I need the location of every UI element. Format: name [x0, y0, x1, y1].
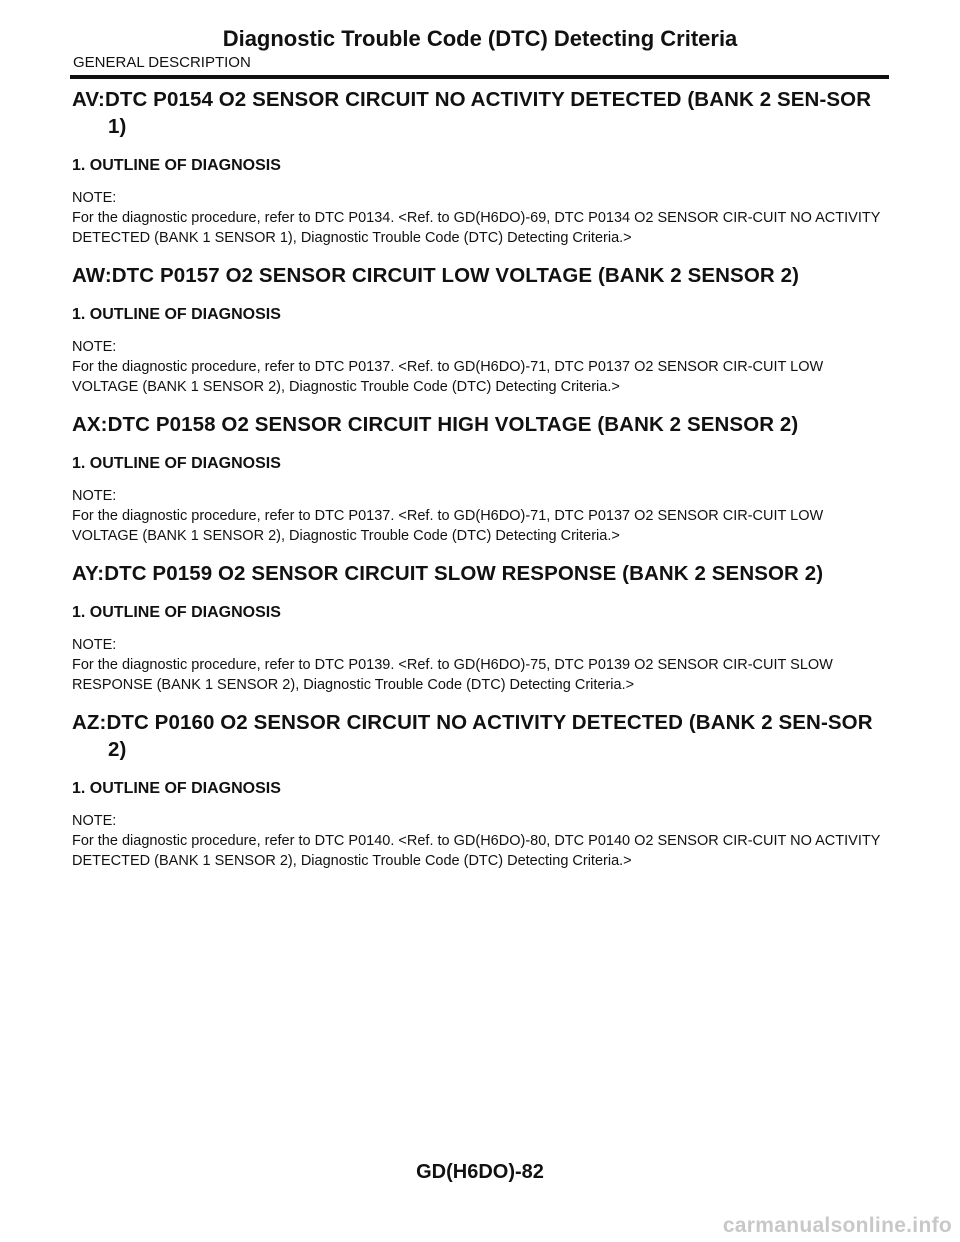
note-reference-link[interactable]: For the diagnostic procedure, refer to DTC P0137. <Ref. to GD(H6DO)-71, DTC P0137 O2 SENSOR CIR-CUIT LOW VOLTAGE (BANK 1 SENSOR 2), Diagnostic Trouble Code (DTC) Detecting Criteria.>	[72, 359, 824, 395]
dtc-section-aw	[72, 262, 892, 397]
dtc-section-ay	[72, 560, 892, 695]
dtc-section-az	[72, 709, 892, 871]
note-label: NOTE:	[72, 813, 117, 829]
dtc-heading: AY:DTC P0159 O2 SENSOR CIRCUIT SLOW RESPONSE (BANK 2 SENSOR 2)	[72, 562, 824, 585]
dtc-section-av	[72, 86, 892, 248]
note-reference-link[interactable]: For the diagnostic procedure, refer to DTC P0140. <Ref. to GD(H6DO)-80, DTC P0140 O2 SENSOR CIR-CUIT NO ACTIVITY DETECTED (BANK 1 SENSOR 2), Diagnostic Trouble Code (DTC) Detecting Criteria.>	[72, 833, 881, 869]
watermark: carmanualsonline.info	[722, 1214, 952, 1237]
outline-heading: 1. OUTLINE OF DIAGNOSIS	[72, 780, 281, 797]
note-reference-link[interactable]: For the diagnostic procedure, refer to DTC P0137. <Ref. to GD(H6DO)-71, DTC P0137 O2 SENSOR CIR-CUIT LOW VOLTAGE (BANK 1 SENSOR 2), Diagnostic Trouble Code (DTC) Detecting Criteria.>	[72, 508, 824, 544]
dtc-section-ax	[72, 411, 892, 546]
note-label: NOTE:	[72, 190, 117, 206]
note-reference-link[interactable]: For the diagnostic procedure, refer to DTC P0134. <Ref. to GD(H6DO)-69, DTC P0134 O2 SENSOR CIR-CUIT NO ACTIVITY DETECTED (BANK 1 SENSOR 1), Diagnostic Trouble Code (DTC) Detecting Criteria.>	[72, 210, 881, 246]
header-divider	[70, 75, 889, 79]
outline-heading: 1. OUTLINE OF DIAGNOSIS	[72, 455, 281, 472]
dtc-heading: AZ:DTC P0160 O2 SENSOR CIRCUIT NO ACTIVITY DETECTED (BANK 2 SEN-SOR 2)	[72, 711, 873, 761]
section-subtitle: GENERAL DESCRIPTION	[73, 54, 251, 71]
dtc-heading: AX:DTC P0158 O2 SENSOR CIRCUIT HIGH VOLTAGE (BANK 2 SENSOR 2)	[72, 413, 799, 436]
note-label: NOTE:	[72, 488, 117, 504]
outline-heading: 1. OUTLINE OF DIAGNOSIS	[72, 306, 281, 323]
outline-heading: 1. OUTLINE OF DIAGNOSIS	[72, 604, 281, 621]
page-number: GD(H6DO)-82	[416, 1161, 544, 1183]
note-label: NOTE:	[72, 339, 117, 355]
outline-heading: 1. OUTLINE OF DIAGNOSIS	[72, 157, 281, 174]
document-body	[72, 86, 892, 885]
note-label: NOTE:	[72, 637, 117, 653]
dtc-heading: AW:DTC P0157 O2 SENSOR CIRCUIT LOW VOLTAGE (BANK 2 SENSOR 2)	[72, 264, 800, 287]
page-title: Diagnostic Trouble Code (DTC) Detecting Criteria	[222, 26, 738, 51]
dtc-heading: AV:DTC P0154 O2 SENSOR CIRCUIT NO ACTIVITY DETECTED (BANK 2 SEN-SOR 1)	[72, 88, 872, 138]
note-reference-link[interactable]: For the diagnostic procedure, refer to DTC P0139. <Ref. to GD(H6DO)-75, DTC P0139 O2 SENSOR CIR-CUIT SLOW RESPONSE (BANK 1 SENSOR 2), Diagnostic Trouble Code (DTC) Detecting Criteria.>	[72, 657, 833, 693]
